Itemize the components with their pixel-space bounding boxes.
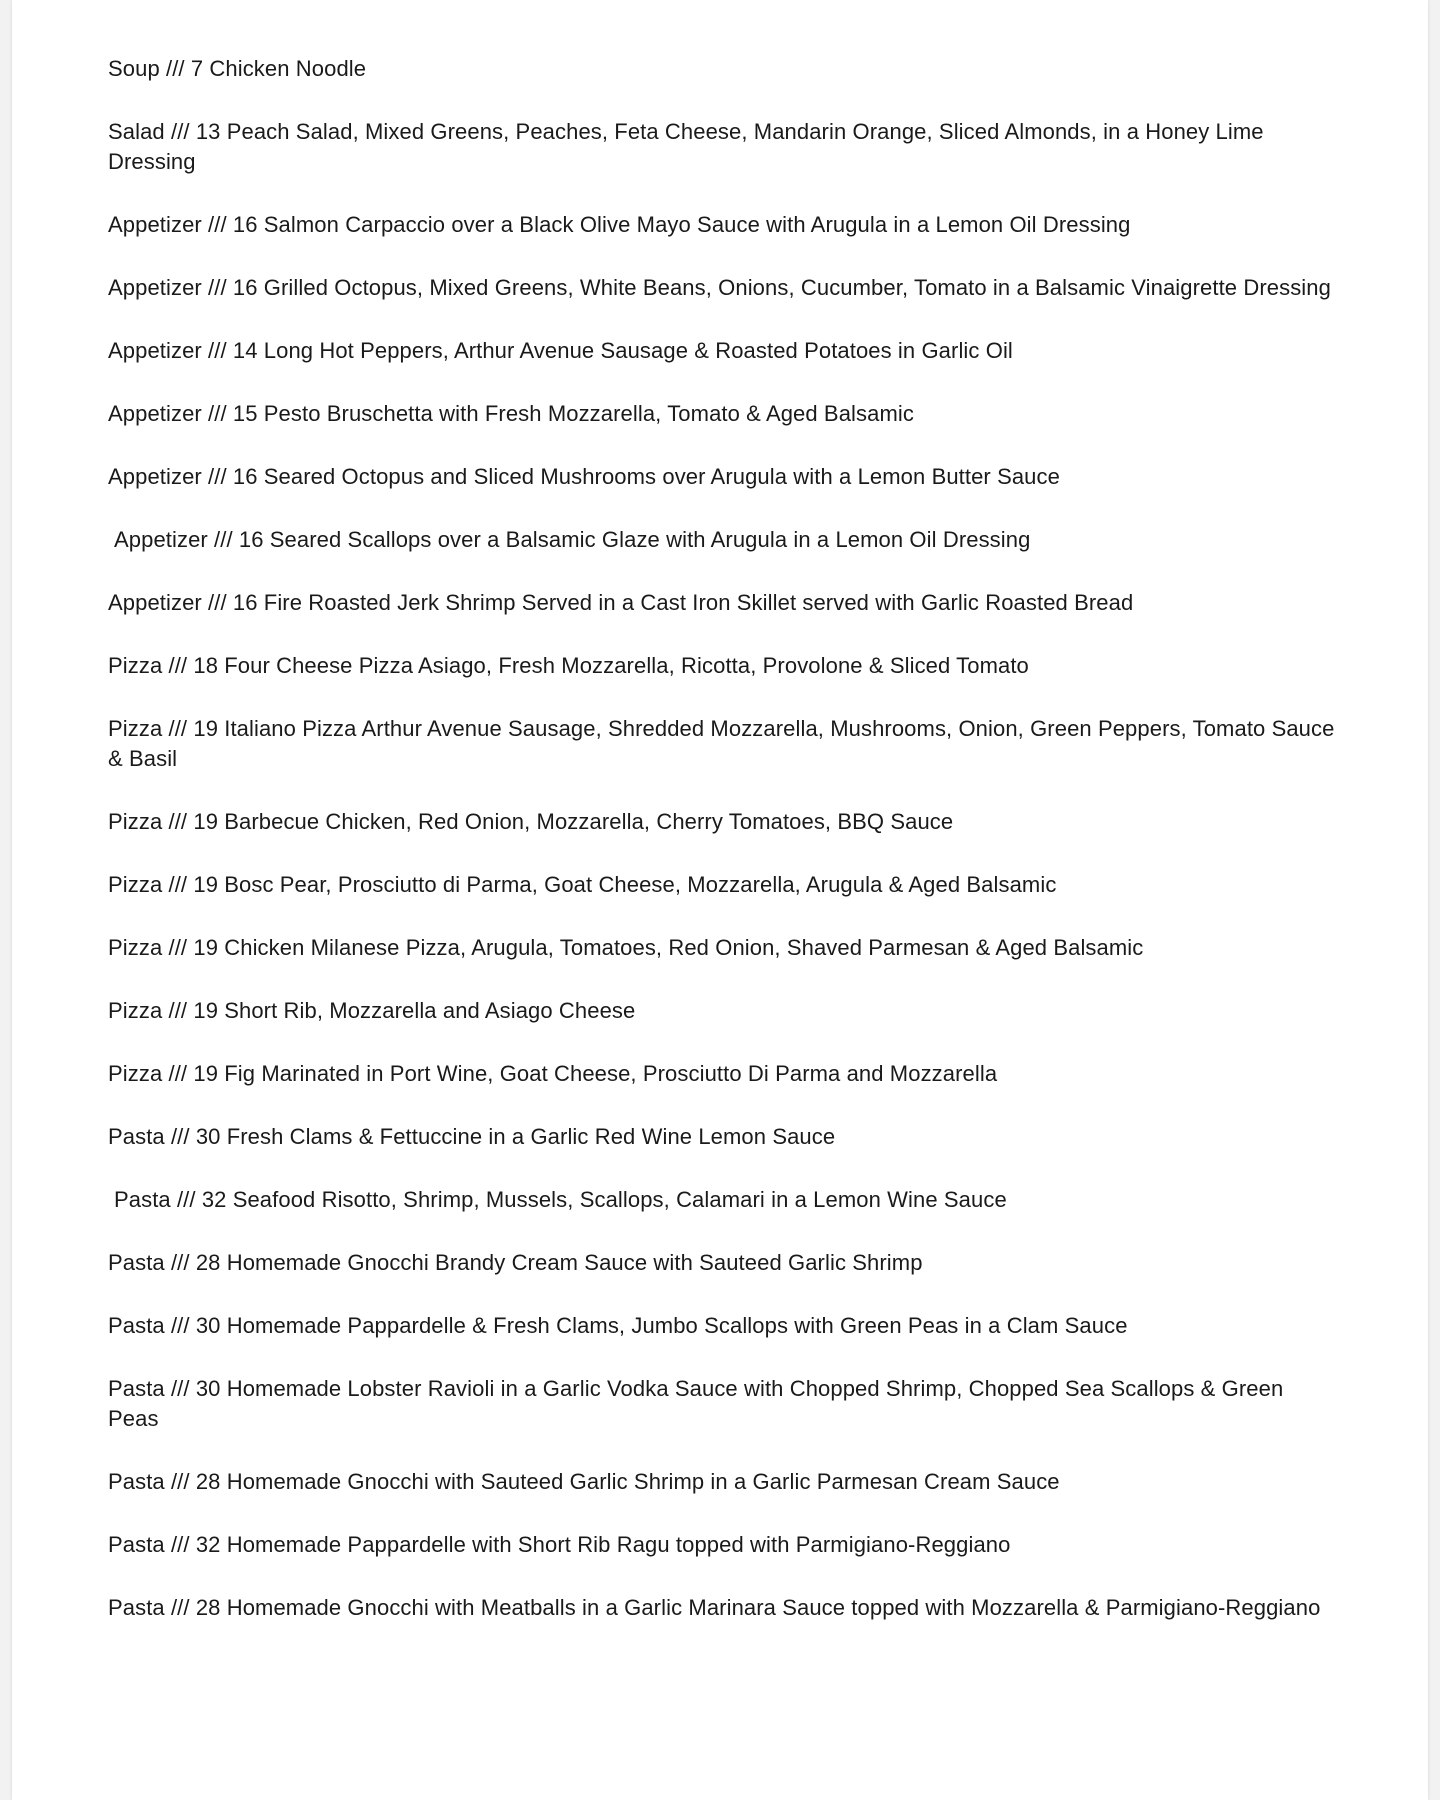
- menu-item-pizza: Pizza /// 19 Italiano Pizza Arthur Avenue Sausage, Shredded Mozzarella, Mushrooms, Onion, Green Peppers, Tomato Sauce & Basil: [108, 716, 1335, 771]
- menu-item-appetizer: Appetizer /// 16 Fire Roasted Jerk Shrimp Served in a Cast Iron Skillet served with Garlic Roasted Bread: [108, 590, 1134, 615]
- menu-item-pasta: Pasta /// 28 Homemade Gnocchi with Sauteed Garlic Shrimp in a Garlic Parmesan Cream Sauce: [108, 1469, 1060, 1494]
- menu-item-pasta: Pasta /// 30 Homemade Pappardelle & Fresh Clams, Jumbo Scallops with Green Peas in a Clam Sauce: [108, 1313, 1128, 1338]
- menu-item-pasta: Pasta /// 28 Homemade Gnocchi Brandy Cream Sauce with Sauteed Garlic Shrimp: [108, 1250, 923, 1275]
- menu-item-pizza: Pizza /// 19 Barbecue Chicken, Red Onion, Mozzarella, Cherry Tomatoes, BBQ Sauce: [108, 809, 954, 834]
- menu-item-pizza: Pizza /// 18 Four Cheese Pizza Asiago, Fresh Mozzarella, Ricotta, Provolone & Sliced Tomato: [108, 653, 1029, 678]
- menu-item-soup: Soup /// 7 Chicken Noodle: [108, 56, 367, 81]
- menu-item-pasta: Pasta /// 30 Fresh Clams & Fettuccine in a Garlic Red Wine Lemon Sauce: [108, 1124, 836, 1149]
- menu-item-pasta: Pasta /// 30 Homemade Lobster Ravioli in a Garlic Vodka Sauce with Chopped Shrimp, Chopped Sea Scallops & Green Peas: [108, 1376, 1284, 1431]
- menu-item-salad: Salad /// 13 Peach Salad, Mixed Greens, Peaches, Feta Cheese, Mandarin Orange, Sliced Almonds, in a Honey Lime Dressing: [108, 119, 1264, 174]
- menu-item-appetizer: Appetizer /// 16 Seared Scallops over a Balsamic Glaze with Arugula in a Lemon Oil Dressing: [114, 527, 1031, 552]
- menu-item-appetizer: Appetizer /// 14 Long Hot Peppers, Arthur Avenue Sausage & Roasted Potatoes in Garlic Oil: [108, 338, 1013, 363]
- menu-item-appetizer: Appetizer /// 16 Salmon Carpaccio over a Black Olive Mayo Sauce with Arugula in a Lemon Oil Dressing: [108, 212, 1131, 237]
- menu-item-pizza: Pizza /// 19 Bosc Pear, Prosciutto di Parma, Goat Cheese, Mozzarella, Arugula & Aged Balsamic: [108, 872, 1057, 897]
- menu-item-appetizer: Appetizer /// 16 Seared Octopus and Sliced Mushrooms over Arugula with a Lemon Butter Sauce: [108, 464, 1060, 489]
- menu-item-pizza: Pizza /// 19 Short Rib, Mozzarella and Asiago Cheese: [108, 998, 636, 1023]
- menu-item-appetizer: Appetizer /// 16 Grilled Octopus, Mixed Greens, White Beans, Onions, Cucumber, Tomato in a Balsamic Vinaigrette Dressing: [108, 275, 1331, 300]
- menu-list: [108, 54, 1338, 1656]
- menu-item-pizza: Pizza /// 19 Chicken Milanese Pizza, Arugula, Tomatoes, Red Onion, Shaved Parmesan & Aged Balsamic: [108, 935, 1144, 960]
- menu-item-pasta: Pasta /// 32 Homemade Pappardelle with Short Rib Ragu topped with Parmigiano-Reggiano: [108, 1532, 1011, 1557]
- menu-item-pasta: Pasta /// 32 Seafood Risotto, Shrimp, Mussels, Scallops, Calamari in a Lemon Wine Sauce: [114, 1187, 1007, 1212]
- menu-page: [12, 0, 1428, 1800]
- menu-item-appetizer: Appetizer /// 15 Pesto Bruschetta with Fresh Mozzarella, Tomato & Aged Balsamic: [108, 401, 914, 426]
- menu-item-pizza: Pizza /// 19 Fig Marinated in Port Wine, Goat Cheese, Prosciutto Di Parma and Mozzarella: [108, 1061, 998, 1086]
- menu-item-pasta: Pasta /// 28 Homemade Gnocchi with Meatballs in a Garlic Marinara Sauce topped with Mozzarella & Parmigiano-Reggiano: [108, 1595, 1321, 1620]
